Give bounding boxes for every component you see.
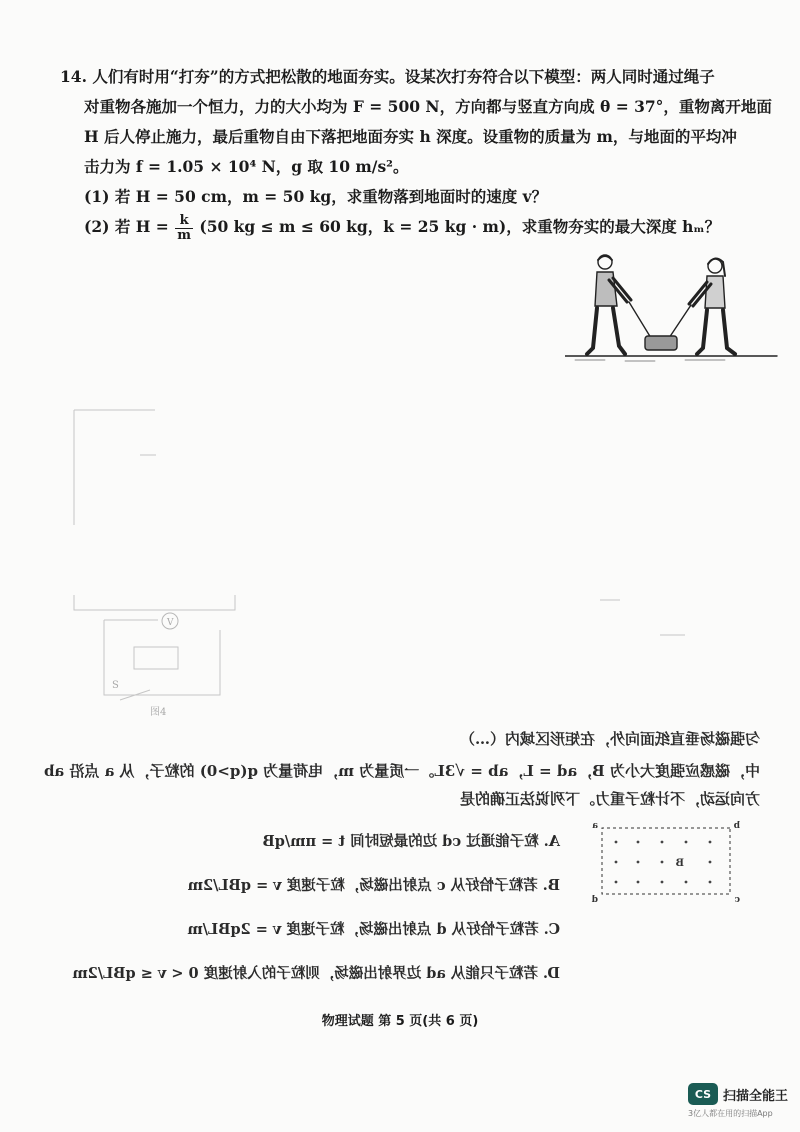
option-a: A. 粒子能通过 cd 边的最短时间 t = πm/qB <box>262 833 560 850</box>
field-label: B <box>675 858 684 869</box>
mirrored-line-3: 方向运动，不计粒子重力。下列说法正确的是 <box>459 790 760 808</box>
corner-c: c <box>734 895 740 902</box>
bleed-switch-label: S <box>112 680 119 691</box>
q14-line-3: H 后人停止施力，最后重物自由下落把地面夯实 h 深度。设重物的质量为 m，与地面的平均冲 <box>84 127 737 146</box>
q14-sub-2 <box>60 212 780 243</box>
watermark-tagline: 3亿人都在用的扫描App <box>688 1109 773 1118</box>
q14-sub-1: (1) 若 H = 50 cm，m = 50 kg，求重物落到地面时的速度 v？ <box>84 187 548 206</box>
magnetic-field-diagram <box>590 820 740 902</box>
right-rope <box>669 305 691 338</box>
camscanner-logo-icon: CS <box>688 1083 718 1105</box>
mirrored-question <box>43 728 760 998</box>
option-c: C. 若粒子恰好从 d 点射出磁场，粒子速度 v = 2qBL/m <box>187 921 560 938</box>
right-person-body <box>705 276 725 308</box>
q14-line-4: 击力为 f = 1.05 × 10⁴ N，g 取 10 m/s²。 <box>84 157 409 176</box>
option-d: D. 若粒子只能从 ad 边界射出磁场，则粒子的入射速度 0 < v ≤ qBL/2m <box>72 965 560 982</box>
option-b: B. 若粒子恰好从 c 点射出磁场，粒子速度 v = qBL/2m <box>187 877 560 894</box>
q14-sub-2-pre: (2) 若 H = <box>84 217 169 236</box>
q14-sub-2-post: (50 kg ≤ m ≤ 60 kg，k = 25 kg · m)，求重物夯实的最大深度 hₘ？ <box>199 217 721 236</box>
question-14 <box>60 62 780 243</box>
heavy-weight <box>645 336 677 350</box>
mirrored-line-1: 匀强磁场垂直纸面向外，在矩形区域内（…） <box>459 730 760 748</box>
scanner-watermark <box>688 1083 790 1127</box>
page-footer: 物理试题 第 5 页(共 6 页) <box>321 1014 479 1029</box>
fraction-numerator: k <box>175 214 193 229</box>
mirrored-line-2: 中，磁感应强度大小为 B，ad = L，ab = √3L。一质量为 m，电荷量为 q(q>0) 的粒子，从 a 点沿 ab <box>43 762 760 780</box>
watermark-app-name: 扫描全能王 <box>723 1088 789 1104</box>
q14-line-1: 14. 人们有时用“打夯”的方式把松散的地面夯实。设某次打夯符合以下模型：两人同时通过绳子 <box>60 67 715 86</box>
mirrored-options <box>60 820 560 996</box>
corner-b: b <box>733 821 740 831</box>
bleed-figure-label: 图4 <box>150 707 167 718</box>
bleed-through-residue <box>60 395 760 725</box>
fraction-k-over-m <box>175 214 193 243</box>
fraction-denominator: m <box>177 227 191 243</box>
corner-a: a <box>592 821 598 831</box>
left-rope <box>629 302 651 338</box>
bleed-meter-label: V <box>167 618 174 628</box>
field-dots <box>615 841 712 884</box>
q14-line-2: 对重物各施加一个恒力，力的大小均为 F = 500 N，方向都与竖直方向成 θ = 37°，重物离开地面 <box>84 97 772 116</box>
corner-d: d <box>591 895 598 902</box>
tamping-illustration <box>565 248 780 366</box>
